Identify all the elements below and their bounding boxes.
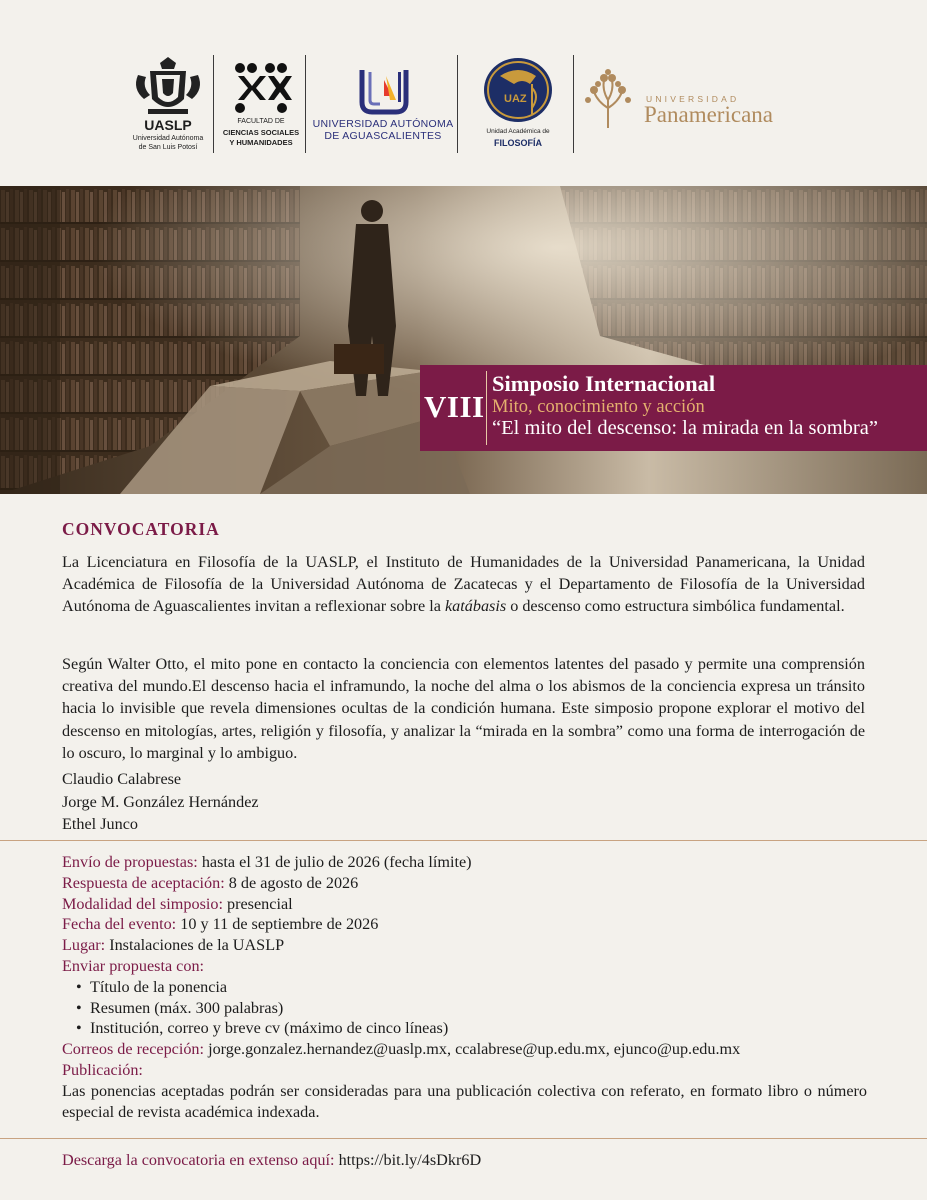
- requirement-text: Título de la ponencia: [90, 977, 228, 996]
- filosofia-line1: Unidad Académica de: [486, 128, 550, 135]
- requirement-item: [62, 1018, 882, 1039]
- requirement-item: [62, 977, 882, 998]
- download-label: Descarga la convocatoria en extenso aquí:: [62, 1151, 335, 1169]
- banner-divider: [486, 371, 487, 445]
- detail-label: Envío de propuestas:: [62, 853, 198, 871]
- edition-number: VIII: [424, 389, 485, 424]
- detail-label: Lugar:: [62, 936, 106, 955]
- symposium-theme: “El mito del descenso: la mirada en la sombra”: [492, 417, 878, 439]
- section-rule: [0, 840, 927, 841]
- uaa-line2: DE AGUASCALIENTES: [324, 130, 442, 142]
- bullet-icon: •: [76, 1019, 82, 1038]
- symposium-title: Simposio Internacional: [492, 371, 716, 396]
- intro-text-end: o descenso como estructura simbólica fundamental.: [506, 597, 845, 616]
- intro-text-start: La Licenciatura en Filosofía de la UASLP, el Instituto de Humanidades de la Universidad Panamericana, la Unidad Académica de Filosofía de la Universidad Autónoma de Zacatecas y el Departamento de Filosofía de la Universidad Autónoma de Aguascalientes invitan a reflexionar sobre la: [62, 553, 865, 616]
- uaslp-logo: [128, 55, 208, 155]
- detail-value: Instalaciones de la UASLP: [105, 936, 285, 955]
- logo-divider: [305, 55, 306, 153]
- detail-envio: [62, 852, 882, 873]
- detail-enviar: [62, 956, 882, 977]
- fcsyh-line1: FACULTAD DE: [237, 118, 285, 125]
- detail-fecha: [62, 914, 882, 935]
- publication-text: Las ponencias aceptadas podrán ser consideradas para una publicación colectiva con referato, en formato libro o número especial de revista académica indexada.: [62, 1081, 867, 1121]
- panamericana-line1: UNIVERSIDAD: [646, 94, 740, 104]
- detail-label: Modalidad del simposio:: [62, 894, 223, 913]
- panamericana-tree-icon: [580, 68, 636, 130]
- detail-label: Enviar propuesta con:: [62, 956, 205, 975]
- uaslp-crest-icon: [128, 55, 208, 117]
- footer-rule: [0, 1138, 927, 1139]
- download-line: [62, 1151, 481, 1170]
- organizers-list: [62, 768, 259, 836]
- uaa-logo: [310, 66, 456, 146]
- detail-value: hasta el 31 de julio de 2026 (fecha límite): [197, 853, 472, 871]
- filosofia-line2: FILOSOFÍA: [494, 138, 542, 148]
- katabasis-term: katábasis: [444, 597, 507, 616]
- organizer-name: Ethel Junco: [62, 815, 138, 833]
- svg-text:UAZ: UAZ: [504, 93, 527, 105]
- section-heading: CONVOCATORIA: [62, 519, 220, 539]
- detail-modalidad: [62, 894, 882, 915]
- event-details: [62, 852, 882, 1122]
- logo-strip: [0, 0, 927, 185]
- otto-paragraph: Según Walter Otto, el mito pone en contacto la conciencia con elementos latentes del pasado y permite una comprensión creativa del mundo.El descenso hacia el inframundo, la noche del alma o los abismos de la conciencia expresa un tránsito hacia lo invisible que revela dimensiones ocultas de la condición humana. Este simposio propone explorar el motivo del descenso en mitologías, artes, religión y filosofía, y analizar la “mirada en la sombra” como una forma de interrogación de lo oscuro, lo marginal y lo ambiguo.: [62, 655, 865, 762]
- panamericana-line2: Panamericana: [644, 102, 773, 127]
- symposium-subtitle: Mito, conocimiento y acción: [492, 397, 705, 417]
- uaa-line1: UNIVERSIDAD AUTÓNOMA: [312, 118, 454, 130]
- logo-divider: [457, 55, 458, 153]
- organizer-name: Jorge M. González Hernández: [62, 792, 259, 811]
- detail-label: Publicación:: [62, 1060, 143, 1079]
- email-links[interactable]: jorge.gonzalez.hernandez@uaslp.mx, ccalabrese@up.edu.mx, ejunco@up.edu.mx: [204, 1040, 741, 1059]
- bullet-icon: •: [76, 998, 82, 1017]
- detail-label: Correos de recepción:: [62, 1040, 205, 1059]
- panamericana-logo: [580, 68, 800, 130]
- detail-correos: [62, 1039, 882, 1060]
- requirement-text: Institución, correo y breve cv (máximo de cinco líneas): [90, 1019, 449, 1038]
- hero-image: [0, 186, 927, 494]
- detail-value: presencial: [222, 894, 293, 913]
- uaslp-name: UASLP: [144, 117, 192, 133]
- detail-value: 10 y 11 de septiembre de 2026: [176, 915, 379, 934]
- uaslp-line1: Universidad Autónoma: [132, 135, 204, 142]
- detail-label: Respuesta de aceptación:: [62, 873, 225, 892]
- event-banner: [420, 365, 927, 451]
- fcsyh-line2: CIENCIAS SOCIALES: [222, 128, 300, 137]
- intro-paragraph: [62, 551, 865, 618]
- uaa-emblem-icon: [310, 66, 456, 116]
- fcsyh-logo: [218, 58, 304, 153]
- detail-respuesta: [62, 873, 882, 894]
- uaslp-line2: de San Luis Potosí: [138, 144, 198, 151]
- fcsyh-line3: Y HUMANIDADES: [229, 138, 293, 147]
- logo-divider: [573, 55, 574, 153]
- detail-value: 8 de agosto de 2026: [224, 873, 359, 892]
- filosofia-logo: [478, 56, 558, 152]
- organizer-name: Claudio Calabrese: [62, 770, 182, 788]
- bullet-icon: •: [76, 977, 82, 996]
- requirement-text: Resumen (máx. 300 palabras): [90, 998, 284, 1017]
- filosofia-seal-icon: [478, 56, 558, 124]
- detail-label: Fecha del evento:: [62, 915, 177, 934]
- detail-publicacion: [62, 1060, 882, 1081]
- download-link[interactable]: https://bit.ly/4sDkr6D: [334, 1151, 482, 1169]
- detail-lugar: [62, 935, 882, 956]
- requirement-item: [62, 998, 882, 1019]
- fcsyh-emblem-icon: [218, 58, 304, 114]
